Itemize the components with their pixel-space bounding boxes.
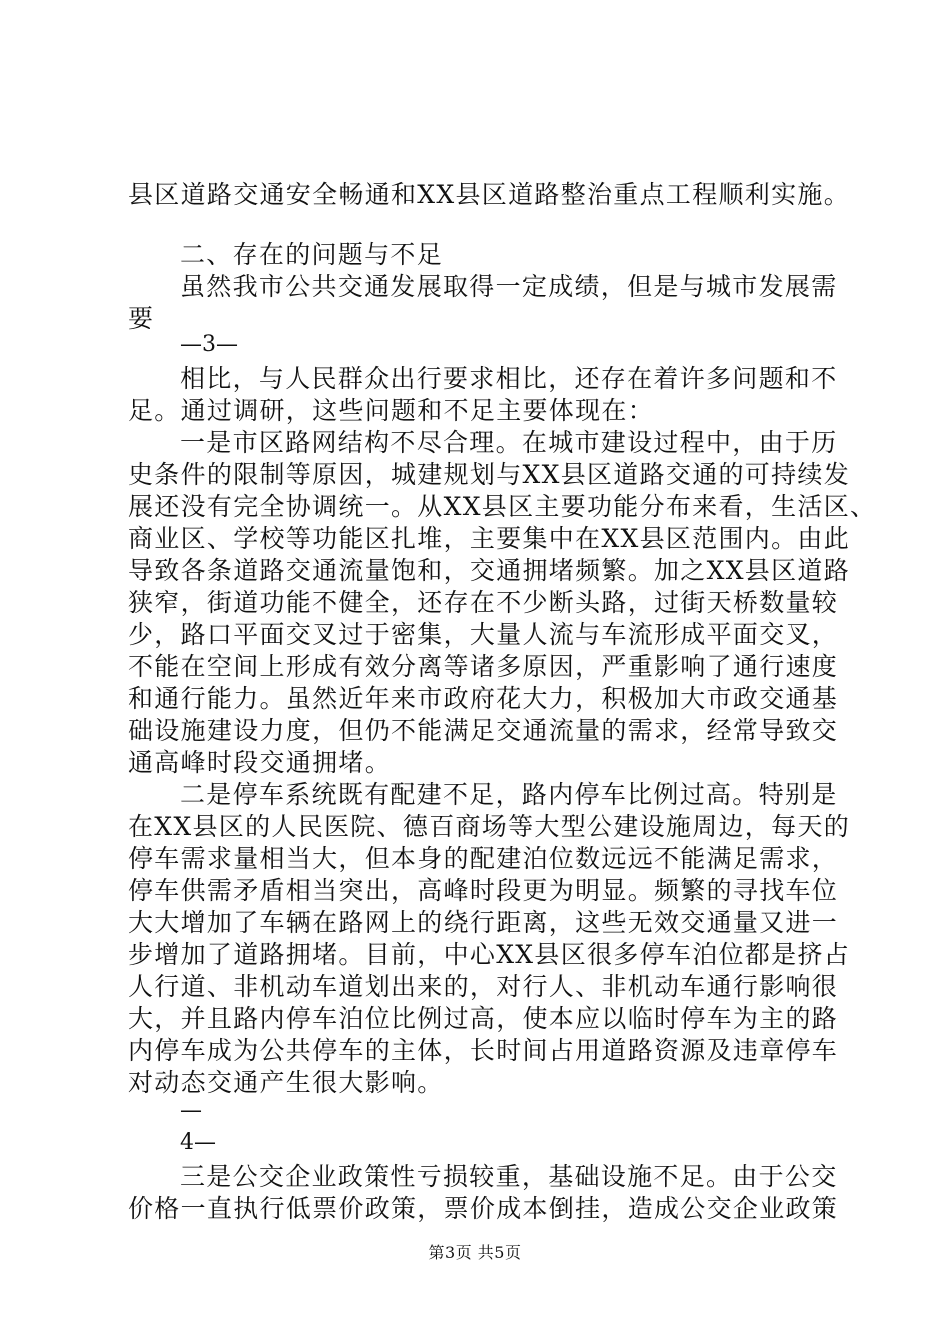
text-line: 不能在空间上形成有效分离等诸多原因，严重影响了通行速度 [128,652,839,681]
text-line: 展还没有完全协调统一。从XX县区主要功能分布来看，生活区、 [128,492,877,521]
text-line: 商业区、学校等功能区扎堆，主要集中在XX县区范围内。由此 [128,524,850,553]
text-line: 内停车成为公共停车的主体，长时间占用道路资源及违章停车 [128,1036,839,1065]
text-line: 停车需求量相当大，但本身的配建泊位数远远不能满足需求， [128,844,839,873]
section-heading: 二、存在的问题与不足 [180,240,444,269]
text-line: 少，路口平面交叉过于密集，大量人流与车流形成平面交叉， [128,620,839,649]
text-line: 人行道、非机动车道划出来的，对行人、非机动车通行影响很 [128,972,839,1001]
text-line: 在XX县区的人民医院、德百商场等大型公建设施周边，每天的 [128,812,850,841]
text-line: 导致各条道路交通流量饱和，交通拥堵频繁。加之XX县区道路 [128,556,850,585]
page-footer: 第3页 共5页 [428,1243,522,1262]
text-line: 足。通过调研，这些问题和不足主要体现在： [128,396,655,425]
text-line: 大，并且路内停车泊位比例过高，使本应以临时停车为主的路 [128,1004,839,1033]
inline-page-number: — [180,1098,202,1123]
text-line: 价格一直执行低票价政策，票价成本倒挂，造成公交企业政策 [128,1194,839,1223]
text-line: 狭窄，街道功能不健全，还存在不少断头路，过街天桥数量较 [128,588,839,617]
text-line: 通高峰时段交通拥堵。 [128,748,392,777]
text-line: 一是市区路网结构不尽合理。在城市建设过程中，由于历 [180,428,838,457]
text-line: 步增加了道路拥堵。目前，中心XX县区很多停车泊位都是挤占 [128,940,850,969]
text-line: 和通行能力。虽然近年来市政府花大力，积极加大市政交通基 [128,684,839,713]
text-line: 相比，与人民群众出行要求相比，还存在着许多问题和不 [180,364,838,393]
text-line: 虽然我市公共交通发展取得一定成绩，但是与城市发展需 [180,272,838,301]
text-line: 对动态交通产生很大影响。 [128,1068,444,1097]
text-line: 史条件的限制等原因，城建规划与XX县区道路交通的可持续发 [128,460,850,489]
text-line: 大大增加了车辆在路网上的绕行距离，这些无效交通量又进一 [128,908,839,937]
text-line: 础设施建设力度，但仍不能满足交通流量的需求，经常导致交 [128,716,839,745]
text-line: 要 [128,304,155,333]
inline-page-number: 4— [180,1130,216,1155]
text-line: 停车供需矛盾相当突出，高峰时段更为明显。频繁的寻找车位 [128,876,839,905]
text-line: 县区道路交通安全畅通和XX县区道路整治重点工程顺利实施。 [128,180,850,209]
text-line: 二是停车系统既有配建不足，路内停车比例过高。特别是 [180,780,838,809]
text-line: 三是公交企业政策性亏损较重，基础设施不足。由于公交 [180,1162,838,1191]
inline-page-number: —3— [180,332,238,357]
